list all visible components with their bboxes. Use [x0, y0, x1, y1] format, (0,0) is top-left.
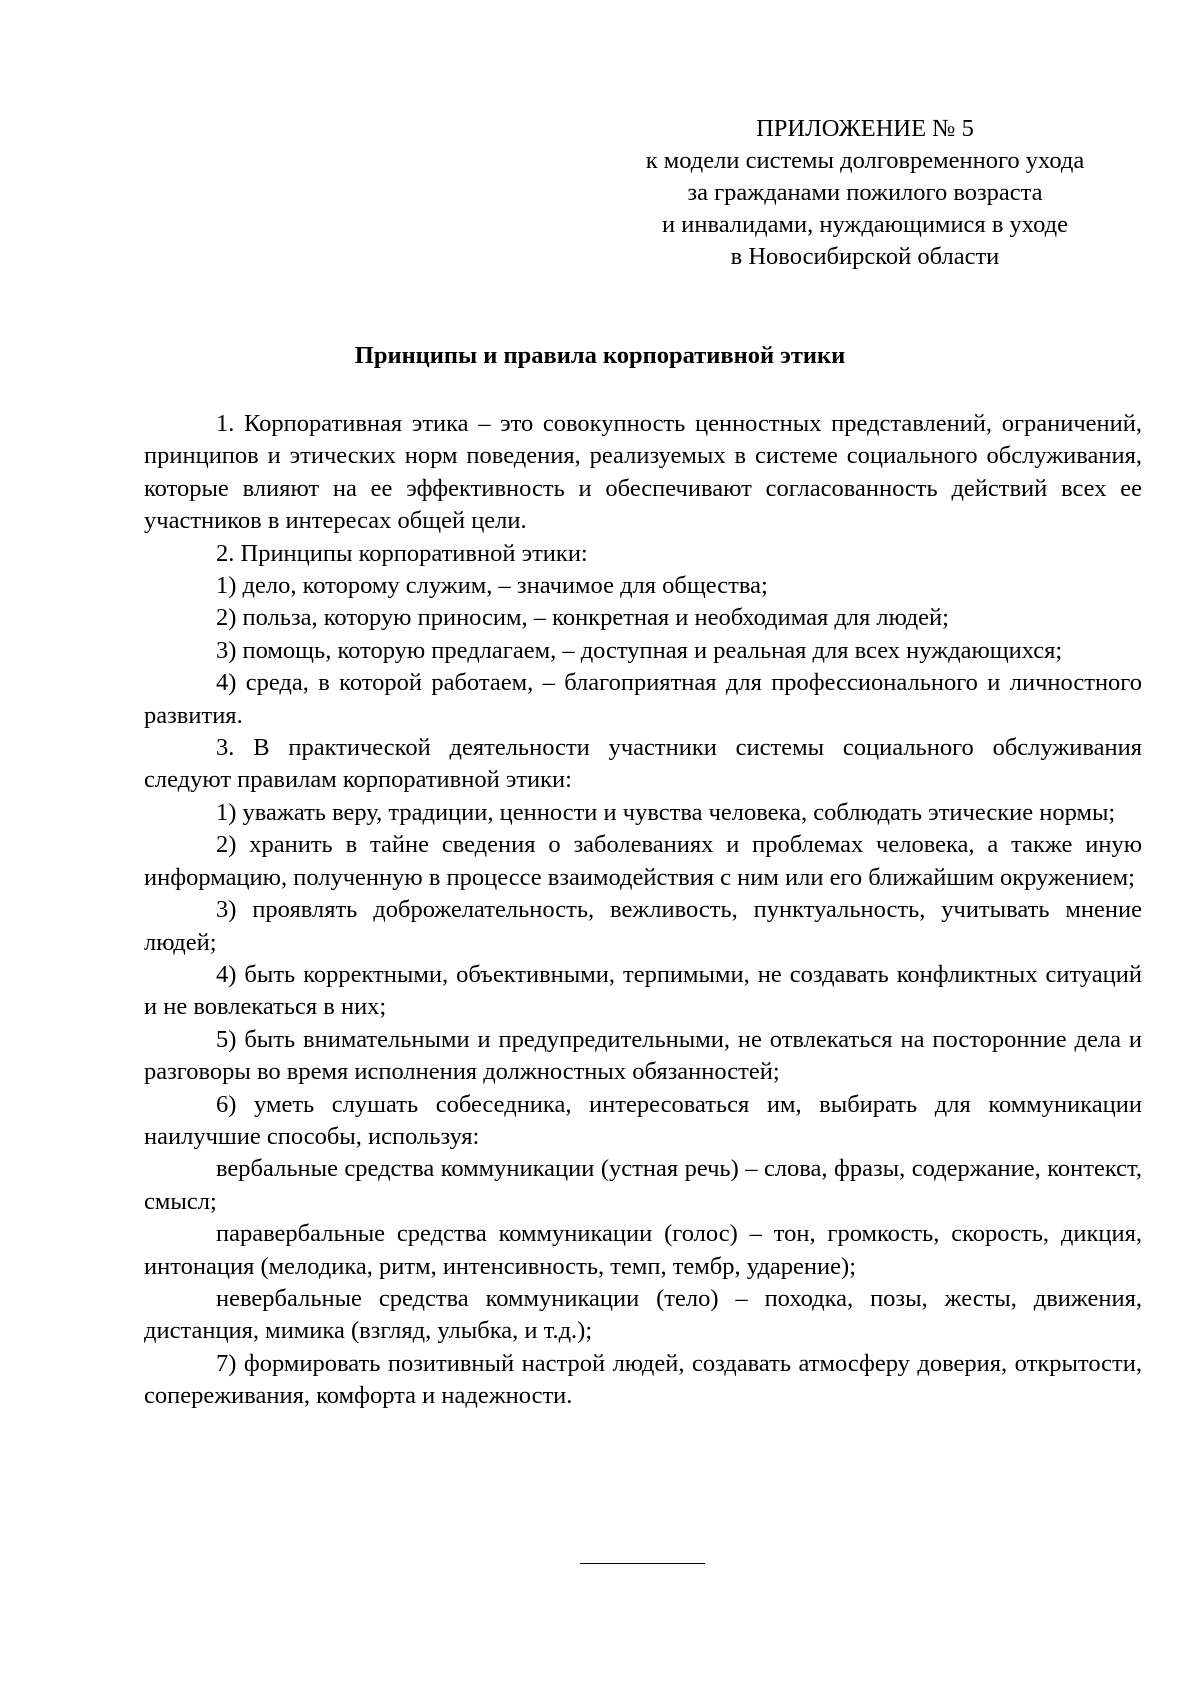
- appendix-line: в Новосибирской области: [730, 243, 1000, 270]
- list-item: 1) уважать веру, традиции, ценности и чувства человека, соблюдать этические нормы;: [216, 798, 1116, 826]
- document-body: [144, 408, 1142, 1413]
- list-item: 5) быть внимательными и предупредительными, не отвлекаться на посторонние дела и разговоры во время исполнения должностных обязанностей;: [144, 1025, 1142, 1086]
- appendix-line: к модели системы долговременного ухода: [645, 147, 1085, 174]
- paragraph: 2. Принципы корпоративной этики:: [216, 539, 588, 567]
- paragraph: 3. В практической деятельности участники системы социального обслуживания следуют правилам корпоративной этики:: [144, 734, 1142, 794]
- list-item: 3) помощь, которую предлагаем, – доступная и реальная для всех нуждающихся;: [216, 636, 1063, 664]
- list-item: 2) польза, которую приносим, – конкретная и необходимая для людей;: [216, 604, 949, 632]
- list-item: 2) хранить в тайне сведения о заболеваниях и проблемах человека, а также иную информацию, полученную в процессе взаимодействия с ним или его ближайшим окружением;: [144, 831, 1142, 891]
- document-title: Принципы и правила корпоративной этики: [354, 342, 846, 369]
- sub-item: паравербальные средства коммуникации (голос) – тон, громкость, скорость, дикция, интонация (мелодика, ритм, интенсивность, темп, тембр, ударение);: [144, 1220, 1142, 1280]
- list-item: 3) проявлять доброжелательность, вежливость, пунктуальность, учитывать мнение людей;: [144, 896, 1142, 956]
- appendix-number: ПРИЛОЖЕНИЕ № 5: [756, 115, 974, 142]
- sub-item: невербальные средства коммуникации (тело) – походка, позы, жесты, движения, дистанция, мимика (взгляд, улыбка, и т.д.);: [144, 1284, 1142, 1345]
- paragraph: 1. Корпоративная этика – это совокупность ценностных представлений, ограничений, принципов и этических норм поведения, реализуемых в системе социального обслуживания, которые влияют на ее эффективность и обеспечивают согласованность действий всех ее участников в интересах общей цели.: [144, 410, 1142, 535]
- list-item: 4) среда, в которой работаем, – благоприятная для профессионального и личностного развития.: [144, 669, 1142, 729]
- list-item: 7) формировать позитивный настрой людей, создавать атмосферу доверия, открытости, сопереживания, комфорта и надежности.: [144, 1349, 1142, 1410]
- appendix-line: за гражданами пожилого возраста: [687, 179, 1043, 206]
- sub-item: вербальные средства коммуникации (устная речь) – слова, фразы, содержание, контекст, смысл;: [144, 1155, 1142, 1215]
- list-item: 6) уметь слушать собеседника, интересоваться им, выбирать для коммуникации наилучшие способы, используя:: [144, 1090, 1142, 1150]
- list-item: 1) дело, которому служим, – значимое для общества;: [216, 572, 768, 600]
- appendix-line: и инвалидами, нуждающимися в уходе: [662, 211, 1068, 238]
- end-divider: [580, 1563, 705, 1564]
- appendix-header: [595, 113, 1135, 273]
- list-item: 4) быть корректными, объективными, терпимыми, не создавать конфликтных ситуаций и не вовлекаться в них;: [144, 960, 1142, 1021]
